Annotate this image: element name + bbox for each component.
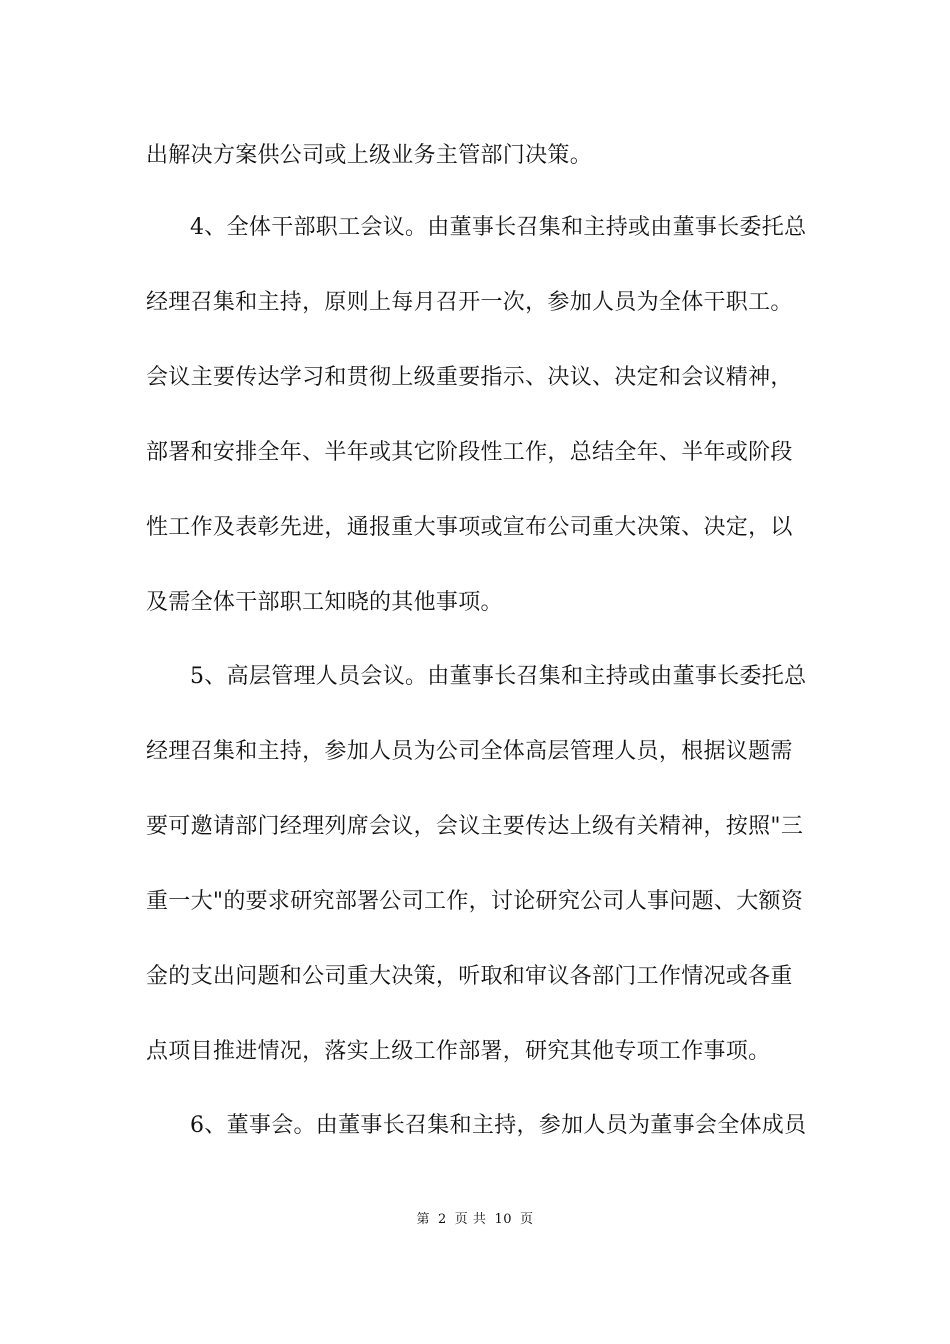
text-line: 重一大"的要求研究部署公司工作，讨论研究公司人事问题、大额资 xyxy=(146,889,804,914)
text-line: 及需全体干部职工知晓的其他事项。 xyxy=(146,590,503,615)
text-line: 经理召集和主持，原则上每月召开一次，参加人员为全体干职工。 xyxy=(146,290,793,315)
paragraph-4-first-line: 4、全体干部职工会议。由董事长召集和主持或由董事长委托总 xyxy=(190,215,807,240)
footer-suffix: 页 xyxy=(519,1212,534,1227)
text-line: 出解决方案供公司或上级业务主管部门决策。 xyxy=(146,143,593,168)
text-line: 性工作及表彰先进，通报重大事项或宣布公司重大决策、决定，以 xyxy=(146,515,793,540)
footer-middle: 页 共 xyxy=(454,1212,487,1227)
footer-total-pages: 10 xyxy=(494,1212,512,1227)
text-line: 经理召集和主持，参加人员为公司全体高层管理人员，根据议题需 xyxy=(146,739,793,764)
text-line: 会议主要传达学习和贯彻上级重要指示、决议、决定和会议精神， xyxy=(146,365,793,390)
footer-page-number: 2 xyxy=(438,1212,447,1227)
text-line: 点项目推进情况，落实上级工作部署，研究其他专项工作事项。 xyxy=(146,1039,771,1064)
text-line: 部署和安排全年、半年或其它阶段性工作，总结全年、半年或阶段 xyxy=(146,440,793,465)
text-line: 金的支出问题和公司重大决策，听取和审议各部门工作情况或各重 xyxy=(146,964,793,989)
paragraph-6-first-line: 6、董事会。由董事长召集和主持，参加人员为董事会全体成员 xyxy=(190,1113,807,1138)
text-line: 要可邀请部门经理列席会议，会议主要传达上级有关精神，按照"三 xyxy=(146,814,804,839)
footer-prefix: 第 xyxy=(416,1212,431,1227)
paragraph-5-first-line: 5、高层管理人员会议。由董事长召集和主持或由董事长委托总 xyxy=(190,664,807,689)
page-footer xyxy=(0,1208,950,1227)
